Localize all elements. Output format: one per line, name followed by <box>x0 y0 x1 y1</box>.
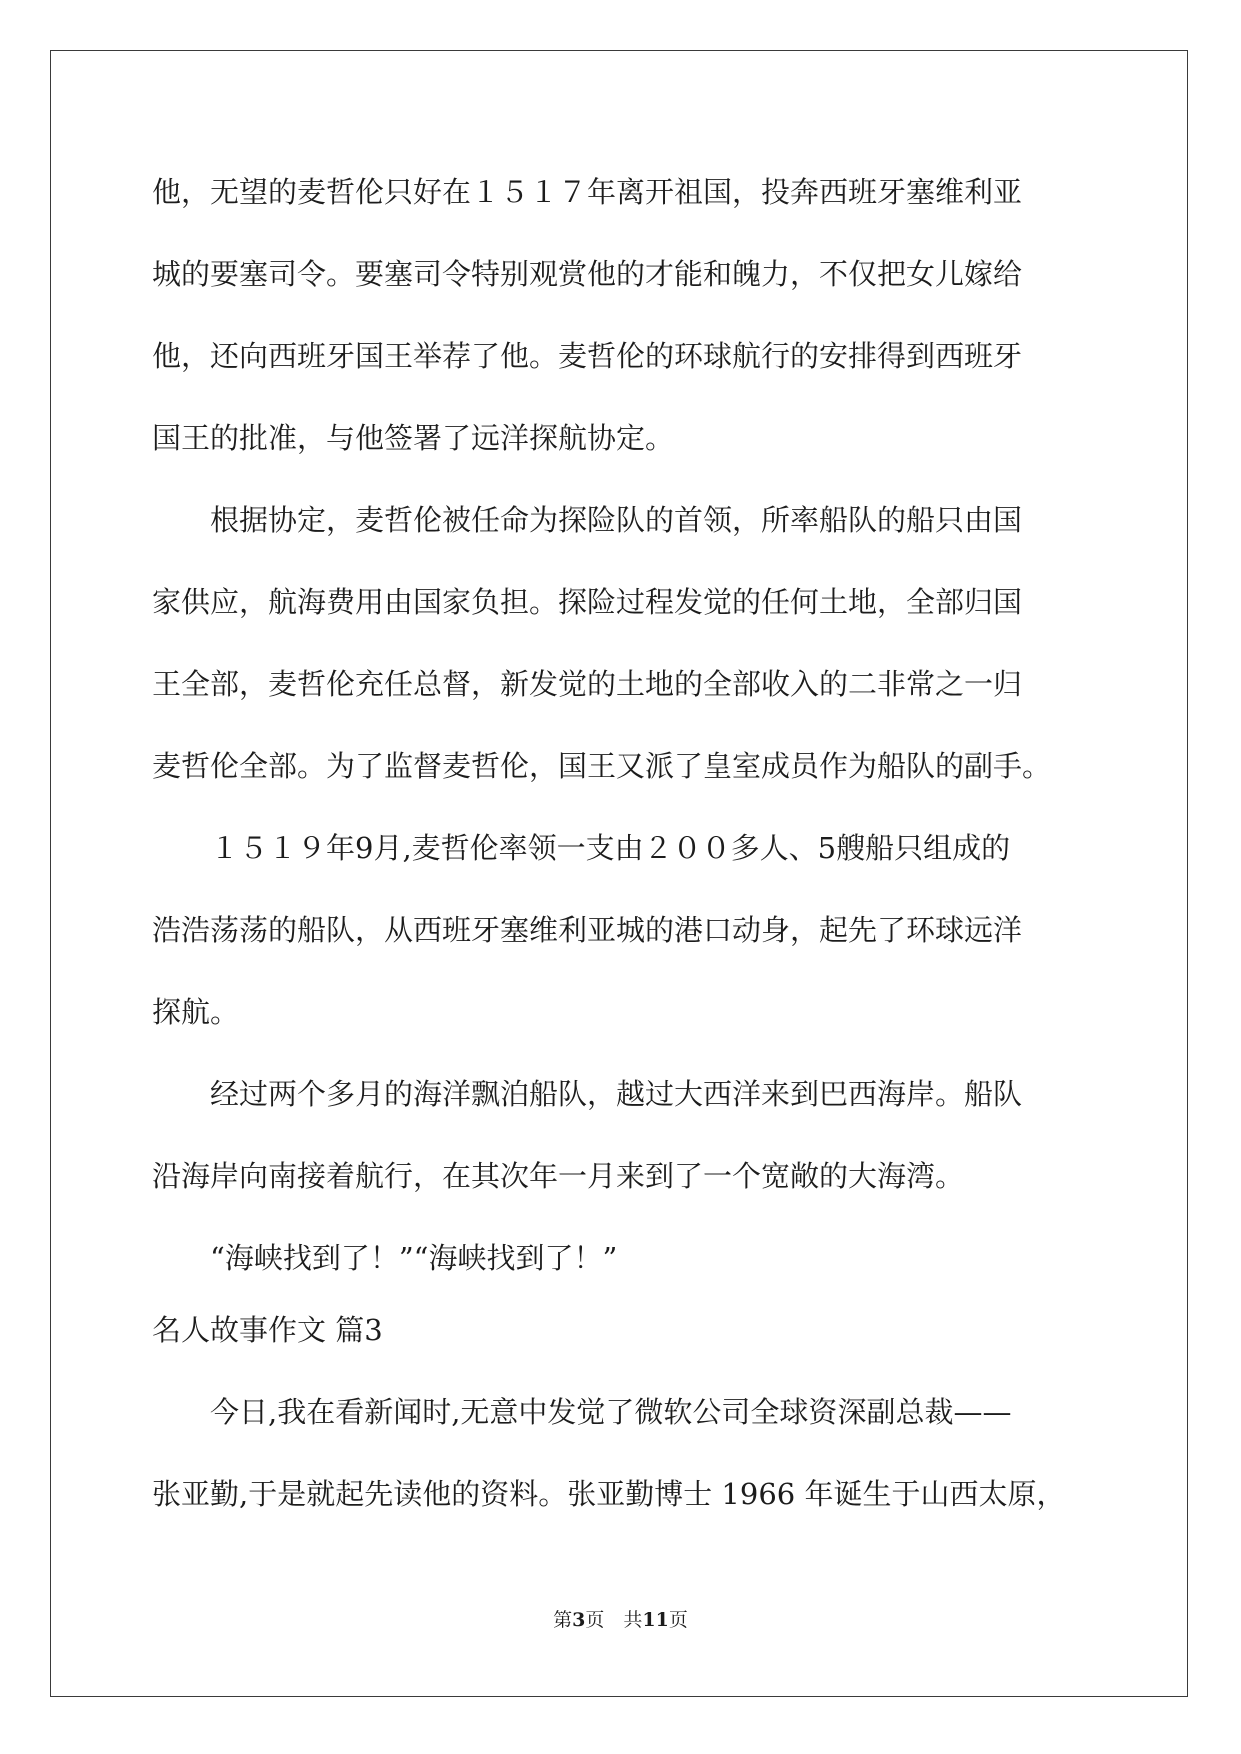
section-heading: 名人故事作文 篇3 <box>152 1313 383 1347</box>
text-line: 浩浩荡荡的船队，从西班牙塞维利亚城的港口动身，起先了环球远洋 <box>152 913 1023 947</box>
page-border <box>50 50 1188 1697</box>
text-line: 他，还向西班牙国王举荐了他。麦哲伦的环球航行的安排得到西班牙 <box>152 339 1023 373</box>
text-line: 沿海岸向南接着航行，在其次年一月来到了一个宽敞的大海湾。 <box>152 1159 965 1193</box>
text-line: 王全部，麦哲伦充任总督，新发觉的土地的全部收入的二非常之一归 <box>152 667 1023 701</box>
text-line: 麦哲伦全部。为了监督麦哲伦，国王又派了皇室成员作为船队的副手。 <box>152 749 1052 783</box>
page-footer <box>0 1605 1241 1632</box>
quote-line: “海峡找到了！”“海峡找到了！” <box>210 1241 618 1275</box>
text-line: 国王的批准，与他签署了远洋探航协定。 <box>152 421 675 455</box>
footer-suffix: 页 <box>668 1609 688 1631</box>
text-line: 探航。 <box>152 995 240 1029</box>
text-line: 家供应，航海费用由国家负担。探险过程发觉的任何土地，全部归国 <box>152 585 1023 619</box>
paragraph-first-line: 根据协定，麦哲伦被任命为探险队的首领，所率船队的船只由国 <box>210 503 1023 537</box>
footer-mid: 页 共 <box>585 1609 643 1631</box>
paragraph-first-line: １５１９年9月,麦哲伦率领一支由２００多人、5艘船只组成的 <box>210 831 1011 865</box>
footer-prefix: 第 <box>553 1609 573 1631</box>
paragraph-first-line: 今日,我在看新闻时,无意中发觉了微软公司全球资深副总裁—— <box>210 1395 1012 1429</box>
paragraph-first-line: 经过两个多月的海洋飘泊船队，越过大西洋来到巴西海岸。船队 <box>210 1077 1023 1111</box>
footer-current-page: 3 <box>572 1609 586 1631</box>
text-line: 张亚勤,于是就起先读他的资料。张亚勤博士 1966 年诞生于山西太原， <box>152 1477 1066 1511</box>
text-line: 他，无望的麦哲伦只好在１５１７年离开祖国，投奔西班牙塞维利亚 <box>152 175 1023 209</box>
footer-total-pages: 11 <box>642 1609 669 1631</box>
text-line: 城的要塞司令。要塞司令特别观赏他的才能和魄力，不仅把女儿嫁给 <box>152 257 1023 291</box>
